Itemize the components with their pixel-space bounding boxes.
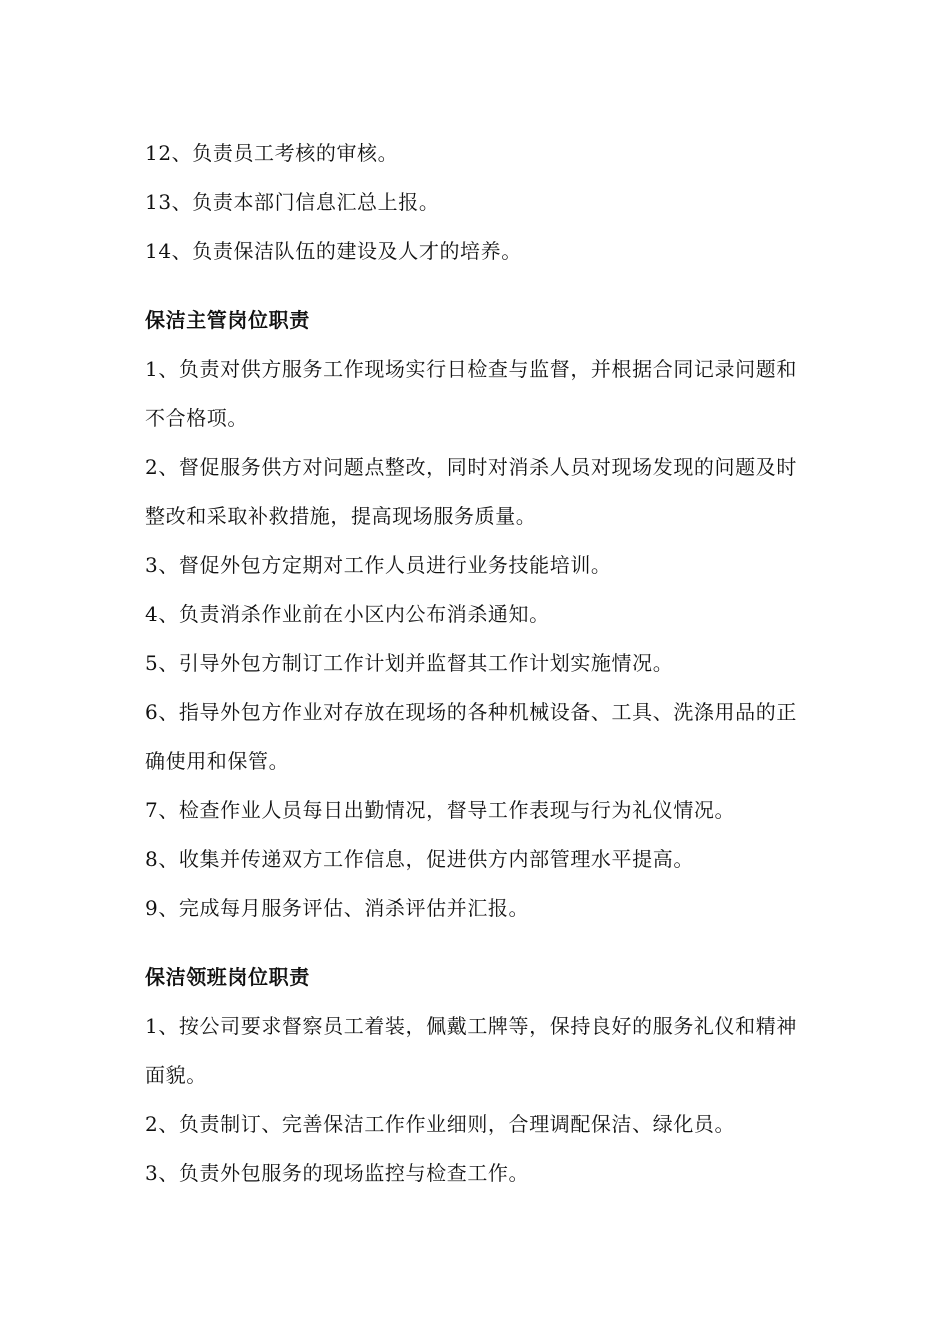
duty-item: 3、负责外包服务的现场监控与检查工作。 [145,1161,530,1185]
duty-item: 13、负责本部门信息汇总上报。 [145,190,440,214]
duty-item: 3、督促外包方定期对工作人员进行业务技能培训。 [145,553,612,577]
duty-item: 9、完成每月服务评估、消杀评估并汇报。 [145,896,530,920]
duty-item: 1、按公司要求督察员工着装，佩戴工牌等，保持良好的服务礼仪和精神面貌。 [145,1014,797,1087]
duty-item: 2、督促服务供方对问题点整改，同时对消杀人员对现场发现的问题及时整改和采取补救措施，提高现场服务质量。 [145,455,797,528]
duty-item: 14、负责保洁队伍的建设及人才的培养。 [145,239,522,263]
section-supervisor-duties [145,296,810,933]
section-leader-duties [145,953,810,1198]
section-previous-duties [145,129,810,276]
duty-item: 6、指导外包方作业对存放在现场的各种机械设备、工具、洗涤用品的正确使用和保管。 [145,700,797,773]
duty-item: 7、检查作业人员每日出勤情况，督导工作表现与行为礼仪情况。 [145,798,736,822]
duty-item: 4、负责消杀作业前在小区内公布消杀通知。 [145,602,550,626]
section-heading: 保洁主管岗位职责 [145,308,310,332]
duty-item: 12、负责员工考核的审核。 [145,141,399,165]
duty-item: 5、引导外包方制订工作计划并监督其工作计划实施情况。 [145,651,674,675]
document-page [145,129,810,1198]
duty-item: 2、负责制订、完善保洁工作作业细则，合理调配保洁、绿化员。 [145,1112,736,1136]
duty-item: 8、收集并传递双方工作信息，促进供方内部管理水平提高。 [145,847,694,871]
duty-item: 1、负责对供方服务工作现场实行日检查与监督，并根据合同记录问题和不合格项。 [145,357,797,430]
section-heading: 保洁领班岗位职责 [145,965,310,989]
